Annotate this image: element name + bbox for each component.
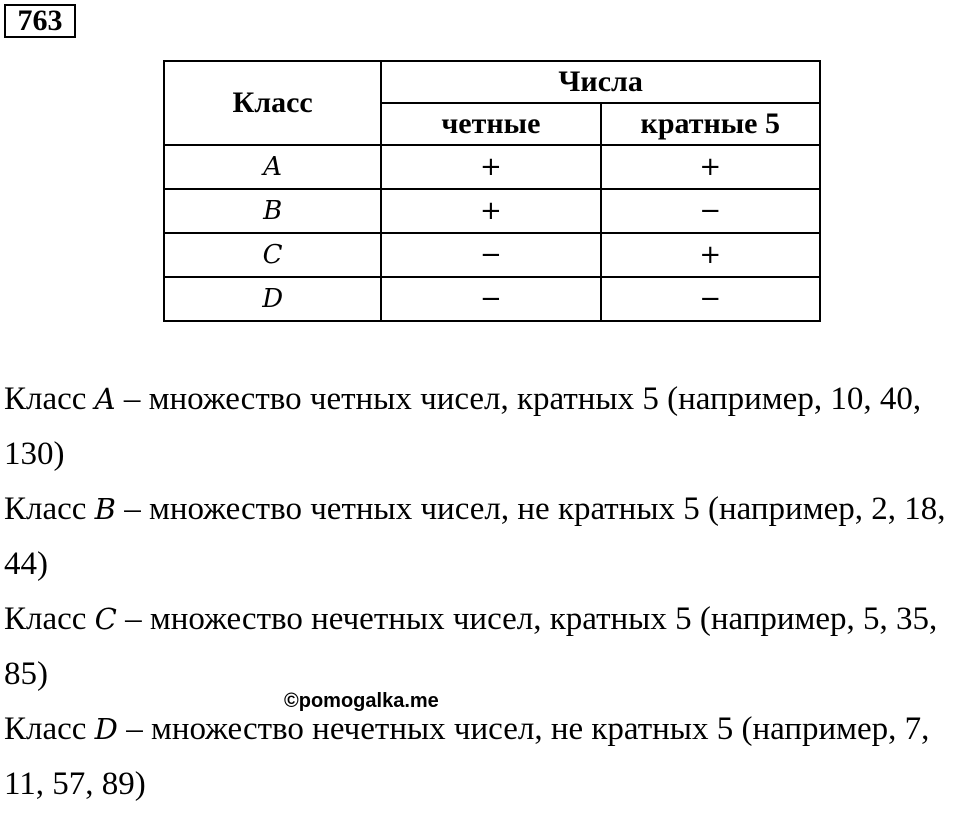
paragraph-text: – множество четных чисел, не кратных 5 (например, 2, 18, xyxy=(115,491,946,527)
header-even: четные xyxy=(381,103,600,145)
paragraph-prefix: Класс xyxy=(4,711,95,747)
paragraph-class-d xyxy=(4,702,956,812)
table-header-row xyxy=(164,61,820,103)
row-class-cell: D xyxy=(164,277,381,321)
class-variable: A xyxy=(94,382,116,416)
paragraph-continuation: 44) xyxy=(4,546,48,582)
header-numbers: Числа xyxy=(381,61,820,103)
class-variable: C xyxy=(94,602,117,636)
paragraph-class-b xyxy=(4,482,956,592)
paragraph-continuation: 11, 57, 89) xyxy=(4,766,146,802)
row-mult5-cell: + xyxy=(601,145,820,189)
row-mult5-cell: + xyxy=(601,233,820,277)
paragraph-continuation: 130) xyxy=(4,436,65,472)
header-class: Класс xyxy=(164,61,381,145)
table-row xyxy=(164,189,820,233)
watermark: ©pomogalka.me xyxy=(284,690,439,712)
classification-table xyxy=(163,60,821,322)
paragraph-prefix: Класс xyxy=(4,381,95,417)
paragraph-continuation: 85) xyxy=(4,656,48,692)
class-variable: D xyxy=(94,712,118,746)
table-row xyxy=(164,145,820,189)
row-even-cell: − xyxy=(381,277,600,321)
row-class-cell: A xyxy=(164,145,381,189)
row-even-cell: − xyxy=(381,233,600,277)
table-row xyxy=(164,277,820,321)
row-even-cell: + xyxy=(381,189,600,233)
row-class-cell: C xyxy=(164,233,381,277)
header-multiple-of-5: кратные 5 xyxy=(601,103,820,145)
class-variable: B xyxy=(94,492,116,526)
explanation-text xyxy=(4,372,956,812)
row-even-cell: + xyxy=(381,145,600,189)
paragraph-text: – множество нечетных чисел, кратных 5 (например, 5, 35, xyxy=(116,601,938,637)
row-mult5-cell: − xyxy=(601,277,820,321)
paragraph-class-c xyxy=(4,592,956,702)
row-class-cell: B xyxy=(164,189,381,233)
problem-number: 763 xyxy=(4,4,76,38)
paragraph-prefix: Класс xyxy=(4,601,95,637)
paragraph-prefix: Класс xyxy=(4,491,95,527)
paragraph-class-a xyxy=(4,372,956,482)
paragraph-text: – множество четных чисел, кратных 5 (например, 10, 40, xyxy=(115,381,922,417)
row-mult5-cell: − xyxy=(601,189,820,233)
table-row xyxy=(164,233,820,277)
paragraph-text: – множество нечетных чисел, не кратных 5 (например, 7, xyxy=(117,711,930,747)
